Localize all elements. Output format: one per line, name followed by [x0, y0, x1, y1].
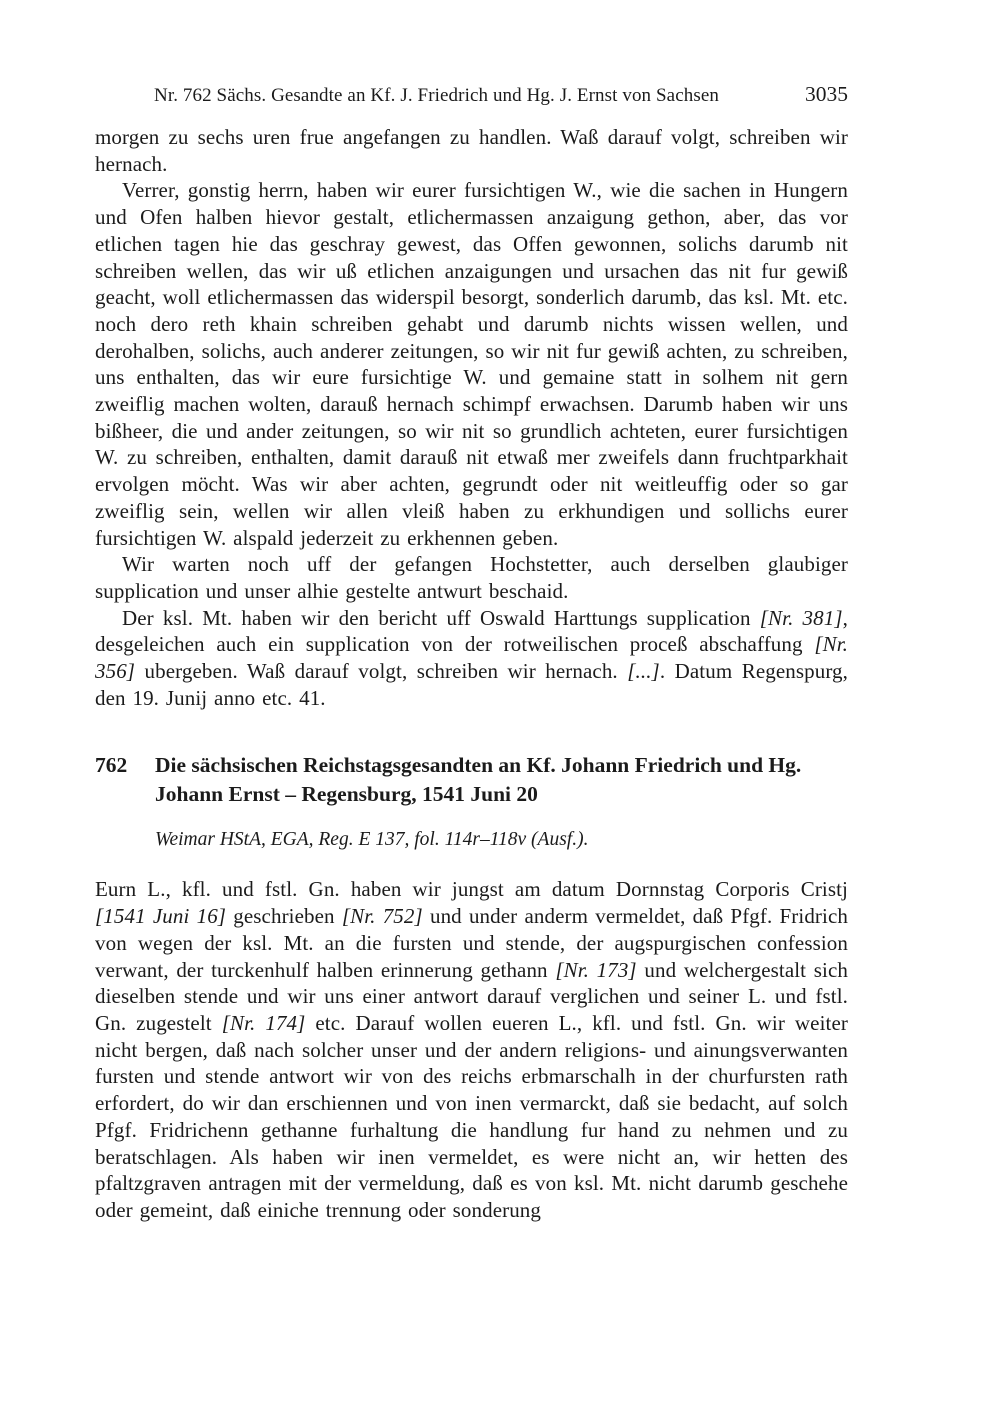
text-run: Verrer, gonstig herrn, haben wir eurer fursichtigen W., wie die sachen in Hungern und Ofen halben hievor gestalt, etlichermassen anzaigung gethon, aber, das vor etlichen tagen hie das geschray gewest, das Offen gewonnen, solichs darumb nit schreiben wellen, das wir uß etlichen anzaigungen und ursachen das nit fur gewiß geacht, woll etlichermassen das widerspil besorgt, sonderlich darumb, das ksl. Mt. etc. noch dero reth khain schreiben gehabt und darumb nichts wissen wellen, und derohalben, solichs, auch anderer zeitungen, so wir nit fur gewiß achten, zu schreiben, uns enthalten, das wir eure fursichtige W. und gemaine statt in solhem nit gern zweiflig machen wolten, darauß hernach schimpf erwachsen. Darumb haben wir uns bißheer, die und ander zeitungen, so wir nit so grundlich achteten, eurer fursichtigen W. zu schreiben, enthalten, damit darauß nit etwaß mer zweifels dann fruchtparkhait ervolgen möcht. Was wir aber achten, gegrundt oder nit weitleuffig oder so gar zweiflig sein, wellen wir allen vleiß haben zu erkhundigen und sollichs eurer fursichtigen W. alspald jederzeit zu erkhennen geben. — [95, 178, 848, 550]
letter-text-previous — [95, 124, 848, 711]
entry-title: Die sächsischen Reichstagsgesandten an Kf. Johann Friedrich und Hg. Johann Ernst – Regensburg, 1541 Juni 20 — [155, 753, 802, 807]
page-header — [95, 84, 848, 110]
editorial-reference: [1541 Juni 16] — [95, 904, 227, 929]
text-run: ubergeben. Waß darauf volgt, schreiben wir hernach. — [135, 659, 628, 684]
paragraph — [95, 124, 848, 177]
text-run: Der ksl. Mt. haben wir den bericht uff Oswald Harttungs supplication — [122, 605, 760, 630]
text-run: . Datum Regenspurg, den 19. Junij anno etc. 41. — [95, 659, 848, 710]
archival-source-line: Weimar HStA, EGA, Reg. E 137, fol. 114r–118v (Ausf.). — [155, 829, 589, 851]
entry-number: 762 — [95, 753, 128, 778]
editorial-reference: [Nr. 173] — [555, 957, 637, 982]
letter-text-762 — [95, 876, 848, 1223]
paragraph — [95, 876, 848, 1223]
editorial-reference: [Nr. 752] — [341, 904, 423, 929]
paragraph — [95, 177, 848, 551]
text-run: morgen zu sechs uren frue angefangen zu handlen. Waß darauf volgt, schreiben wir hernach. — [95, 125, 848, 176]
text-run: und under anderm vermeldet, daß Pfgf. Fridrich von wegen der ksl. Mt. an die fursten und stende, der augspurgischen confession verwant, der turckenhulf halben erinnerung gethann — [95, 904, 848, 982]
editorial-reference: [Nr. 174] — [221, 1010, 306, 1035]
text-run: geschrieben — [226, 904, 342, 929]
entry-heading — [95, 751, 848, 809]
editorial-reference: [Nr. 381] — [759, 605, 843, 630]
editorial-reference: [...] — [627, 659, 660, 684]
text-run: und welchergestalt sich dieselben stende und wir uns einer antwort darauf verglichen und seiner L. und fstl. Gn. zugestelt — [95, 957, 848, 1035]
paragraph — [95, 551, 848, 604]
paragraph — [95, 605, 848, 712]
editorial-reference: [Nr. 356] — [95, 632, 848, 684]
text-run: Wir warten noch uff der gefangen Hochstetter, auch derselben glaubiger supplication und unser alhie gestelte antwurt beschaid. — [95, 552, 848, 603]
text-run: , desgeleichen auch ein supplication von der rotweilischen proceß abschaffung — [95, 605, 848, 657]
text-run: etc. Darauf wollen eueren L., kfl. und fstl. Gn. wir weiter nicht bergen, daß nach solcher unser und der andern religions- und ainungsverwanten fursten und stende antwort wir von des reichs erbmarschalh in der churfursten rath erfordert, do wir dan erschiennen und von inen vermarckt, daß sie bedacht, auf solch Pfgf. Fridrichenn gethanne furhaltung die handlung fur hand zu nehmen und zu beratschlagen. Als haben wir inen vermeldet, es were nicht an, wir hetten des pfaltzgraven antragen mit der vermeldung, daß es von ksl. Mt. nicht darumb geschehe oder gemeint, daß einiche trennung oder sonderung — [95, 1010, 848, 1222]
text-run: Eurn L., kfl. und fstl. Gn. haben wir jungst am datum Dornnstag Corporis Cristj — [95, 877, 848, 902]
running-header-title: Nr. 762 Sächs. Gesandte an Kf. J. Friedrich und Hg. J. Ernst von Sachsen — [154, 85, 719, 106]
page-number: 3035 — [805, 82, 848, 106]
